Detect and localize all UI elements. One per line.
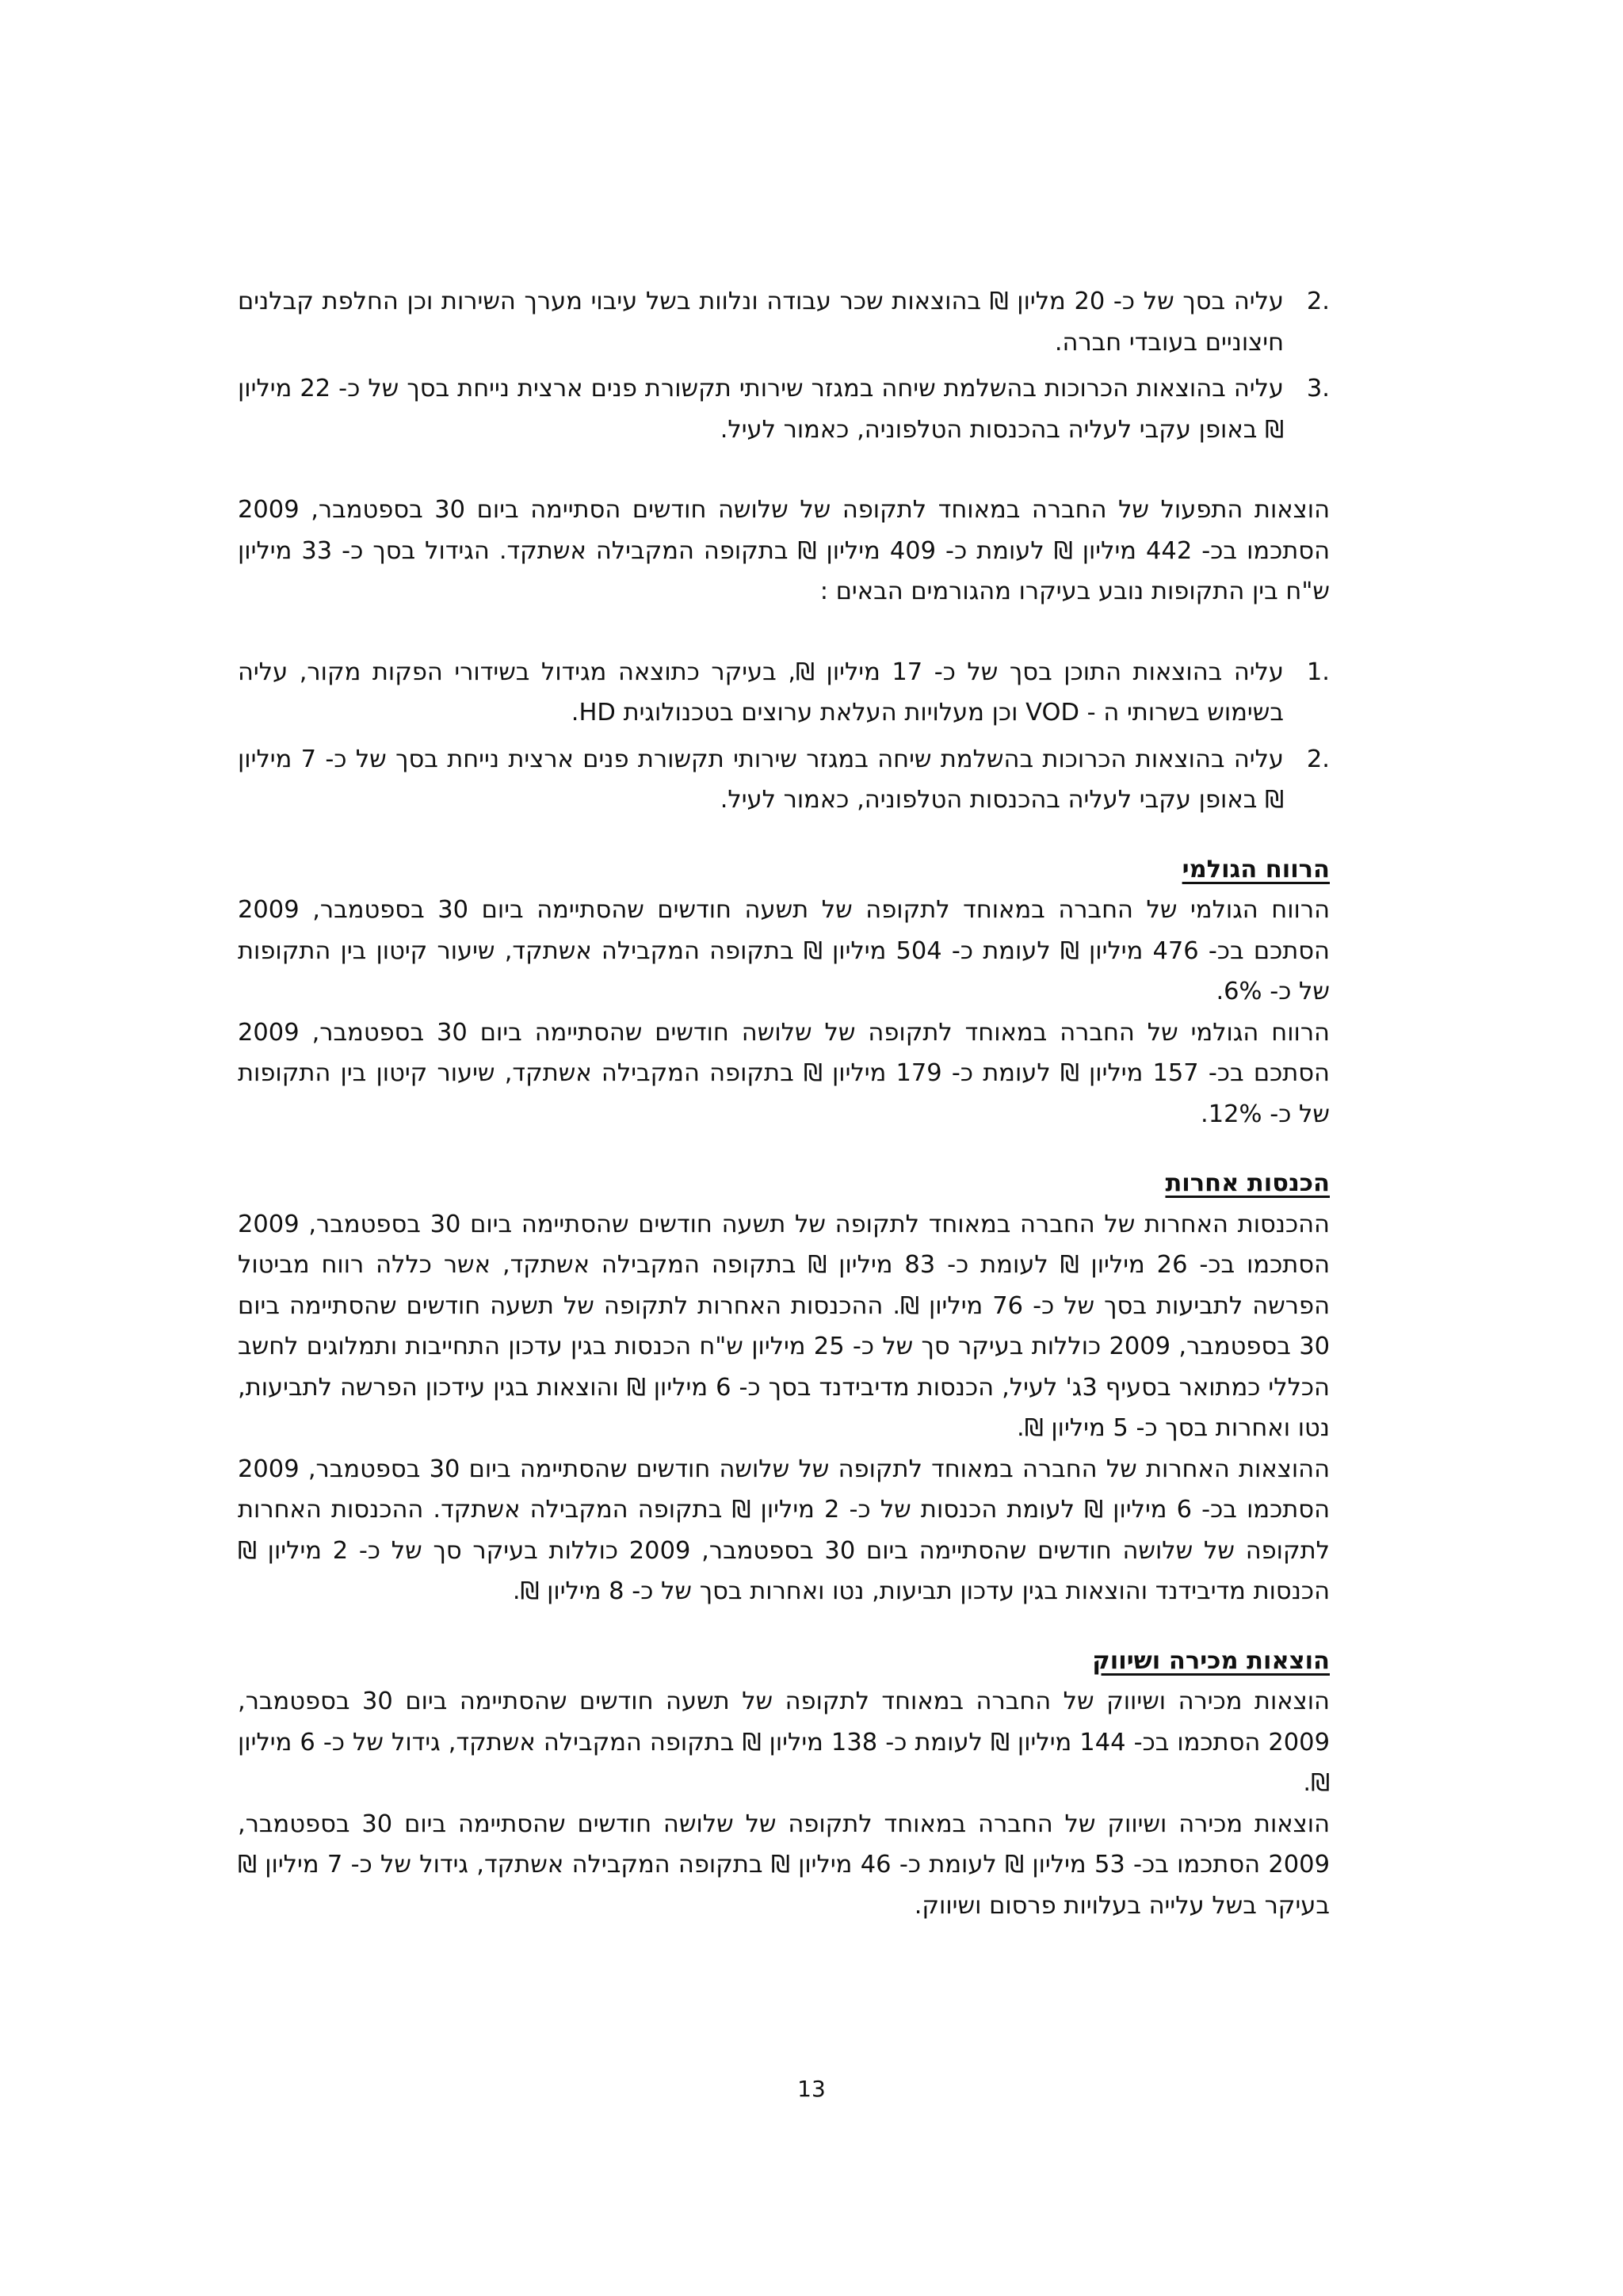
list-item-text: עליה בהוצאות הכרוכות בהשלמת שיחה במגזר שירותי תקשורת פנים ארצית נייחת בסך של כ- 22 מיליון ₪ באופן עקבי לעליה בהכנסות הטלפוניה, כאמור לעיל. xyxy=(238,375,1284,444)
paragraph: הרווח הגולמי של החברה במאוחד לתקופה של תשעה חודשים שהסתיימה ביום 30 בספטמבר, 2009 הסתכם בכ- 476 מיליון ₪ לעומת כ- 504 מיליון ₪ בתקופה המקבילה אשתקד, שיעור קיטון בין התקופות של כ- 6%. xyxy=(238,896,1330,1005)
list-item-number: 2. xyxy=(1306,288,1330,315)
section-heading: הוצאות מכירה ושיווק xyxy=(1092,1646,1330,1675)
list-item-text: עליה בהוצאות הכרוכות בהשלמת שיחה במגזר שירותי תקשורת פנים ארצית נייחת בסך של כ- 7 מיליון ₪ באופן עקבי לעליה בהכנסות הטלפוניה, כאמור לעיל. xyxy=(238,745,1284,814)
section-heading: הרווח הגולמי xyxy=(1182,855,1330,883)
list-item-number: 3. xyxy=(1306,375,1330,402)
list-item-text: עליה בסך של כ- 20 מליון ₪ בהוצאות שכר עבודה ונלוות בשל עיבוי מערך השירות וכן החלפת קבלנים חיצוניים בעובדי חברה. xyxy=(238,288,1284,357)
document-body xyxy=(238,281,1330,1926)
list-item-number: 1. xyxy=(1306,658,1330,686)
list-item xyxy=(238,652,1330,734)
list-item xyxy=(238,368,1330,450)
page-number: 13 xyxy=(797,2076,826,2102)
list-item xyxy=(238,281,1330,363)
paragraph: הוצאות מכירה ושיווק של החברה במאוחד לתקופה של תשעה חודשים שהסתיימה ביום 30 בספטמבר, 2009 הסתכמו בכ- 144 מיליון ₪ לעומת כ- 138 מיליון ₪ בתקופה המקבילה אשתקד, גידול של כ- 6 מיליון ₪. xyxy=(238,1688,1330,1797)
paragraph: ההוצאות האחרות של החברה במאוחד לתקופה של שלושה חודשים שהסתיימה ביום 30 בספטמבר, 2009 הסתכמו בכ- 6 מיליון ₪ לעומת הכנסות של כ- 2 מיליון ₪ בתקופה המקבילה אשתקד. ההכנסות האחרות לתקופה של שלושה חודשים שהסתיימה ביום 30 בספטמבר, 2009 כוללות בעיקר סך של כ- 2 מיליון ₪ הכנסות מדיבידנד והוצאות בגין עדכון תביעות, נטו ואחרות בסך של כ- 8 מיליון ₪. xyxy=(238,1455,1331,1605)
operating-expenses-paragraph: הוצאות התפעול של החברה במאוחד לתקופה של שלושה חודשים הסתיימה ביום 30 בספטמבר, 2009 הסתכמו בכ- 442 מיליון ₪ לעומת כ- 409 מיליון ₪ בתקופה המקבילה אשתקד. הגידול בסך כ- 33 מיליון ש"ח בין התקופות נובע בעיקרו מהגורמים הבאים : xyxy=(238,496,1330,605)
paragraph: ההכנסות האחרות של החברה במאוחד לתקופה של תשעה חודשים שהסתיימה ביום 30 בספטמבר, 2009 הסתכמו בכ- 26 מיליון ₪ לעומת כ- 83 מיליון ₪ בתקופה המקבילה אשתקד, אשר כללה רווח מביטול הפרשה לתביעות בסך של כ- 76 מיליון ₪. ההכנסות האחרות לתקופה של תשעה חודשים שהסתיימה ביום 30 בספטמבר, 2009 כוללות בעיקר סך של כ- 25 מיליון ש"ח הכנסות בגין עדכון התחייבות ותמלוגים לחשב הכללי כמתואר בסעיף 3ג' לעיל, הכנסות מדיבידנד בסך כ- 6 מיליון ₪ והוצאות בגין עידכון הפרשה לתביעות, נטו ואחרות בסך כ- 5 מיליון ₪. xyxy=(238,1210,1331,1442)
list-item-number: 2. xyxy=(1306,745,1330,773)
paragraph: הוצאות מכירה ושיווק של החברה במאוחד לתקופה של שלושה חודשים שהסתיימה ביום 30 בספטמבר, 2009 הסתכמו בכ- 53 מיליון ₪ לעומת כ- 46 מיליון ₪ בתקופה המקבילה אשתקד, גידול של כ- 7 מיליון ₪ בעיקר בשל עלייה בעלויות פרסום ושיווק. xyxy=(238,1810,1330,1920)
list-item-text: עליה בהוצאות התוכן בסך של כ- 17 מיליון ₪, בעיקר כתוצאה מגידול בשידורי הפקות מקור, עליה בשימוש בשרותי ה - VOD וכן מעלויות העלאת ערוצים בטכנולוגית HD. xyxy=(238,658,1284,727)
paragraph: הרווח הגולמי של החברה במאוחד לתקופה של שלושה חודשים שהסתיימה ביום 30 בספטמבר, 2009 הסתכם בכ- 157 מיליון ₪ לעומת כ- 179 מיליון ₪ בתקופה המקבילה אשתקד, שיעור קיטון בין התקופות של כ- 12%. xyxy=(238,1018,1330,1128)
section-heading: הכנסות אחרות xyxy=(1165,1169,1330,1197)
list-item xyxy=(238,739,1330,821)
